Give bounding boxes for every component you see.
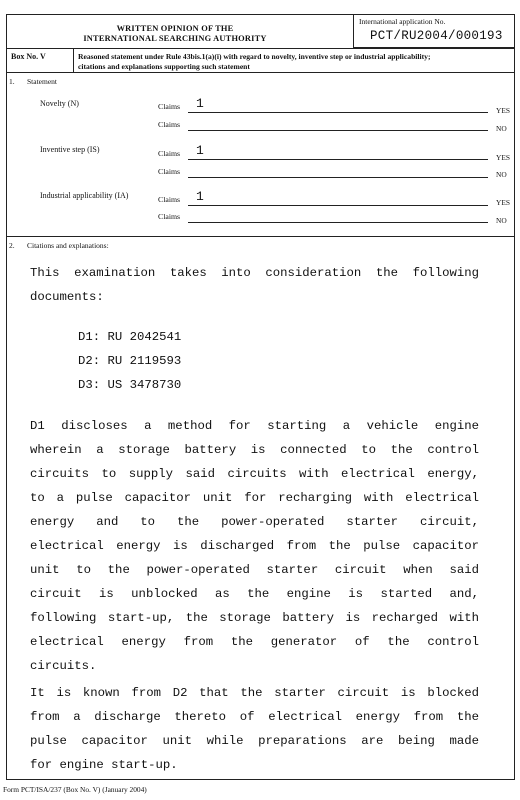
claims-label: Claims <box>158 102 181 111</box>
application-number-box <box>353 14 515 48</box>
claims-label: Claims <box>158 120 181 129</box>
claims-label: Claims <box>158 149 181 158</box>
document-item: D3: US 3478730 <box>78 378 182 392</box>
intro-paragraph <box>30 261 479 309</box>
section-title: Statement <box>27 77 57 86</box>
divider <box>6 72 515 73</box>
box-divider <box>73 48 74 72</box>
no-label: NO <box>496 124 507 133</box>
text-line: unit to the power-operated starter circuit when said <box>30 563 479 577</box>
text-line: circuit is unblocked as the engine is started and, <box>30 587 479 601</box>
text-line: to a pulse capacitor unit for recharging with electrical <box>30 491 479 505</box>
novelty-no-line <box>188 118 488 131</box>
section-title: Citations and explanations: <box>27 241 109 250</box>
divider <box>6 48 515 49</box>
text-line: documents: <box>30 290 104 304</box>
text-line: D1 discloses a method for starting a vehicle engine <box>30 419 479 433</box>
document-item: D1: RU 2042541 <box>78 330 182 344</box>
application-number: PCT/RU2004/000193 <box>370 29 503 43</box>
box-title <box>78 52 508 71</box>
application-label: International application No. <box>359 17 446 26</box>
box-number: Box No. V <box>11 52 46 61</box>
claims-label: Claims <box>158 195 181 204</box>
divider <box>6 236 515 237</box>
text-line: electrical energy from the generator of the control <box>30 635 479 649</box>
inventive-step-label: Inventive step (IS) <box>40 145 100 154</box>
section-number: 1. <box>9 77 15 86</box>
paragraph-d1 <box>30 414 479 678</box>
paragraph-d2 <box>30 681 479 777</box>
novelty-label: Novelty (N) <box>40 99 79 108</box>
form-title <box>60 24 290 44</box>
claims-label: Claims <box>158 212 181 221</box>
text-line: circuits. <box>30 659 97 673</box>
box-title-line-2: citations and explanations supporting such statement <box>78 61 250 71</box>
text-line: electrical energy is discharged from the pulse capacitor <box>30 539 479 553</box>
yes-label: YES <box>496 153 510 162</box>
inventive-yes-claims: 1 <box>196 143 204 158</box>
text-line: for engine start-up. <box>30 758 178 772</box>
novelty-yes-line <box>188 100 488 113</box>
novelty-yes-claims: 1 <box>196 96 204 111</box>
text-line: This examination takes into consideration the following <box>30 266 479 280</box>
section-number: 2. <box>9 241 15 250</box>
text-line: following start-up, the storage battery is recharged with <box>30 611 479 625</box>
claims-label: Claims <box>158 167 181 176</box>
text-line: It is known from D2 that the starter circuit is blocked <box>30 686 479 700</box>
yes-label: YES <box>496 106 510 115</box>
title-line-1: WRITTEN OPINION OF THE <box>116 24 234 33</box>
title-line-2: INTERNATIONAL SEARCHING AUTHORITY <box>83 34 267 43</box>
text-line: pulse capacitor unit while preparations are being made <box>30 734 479 748</box>
document-item: D2: RU 2119593 <box>78 354 182 368</box>
industrial-no-line <box>188 210 488 223</box>
industrial-yes-line <box>188 193 488 206</box>
inventive-no-line <box>188 165 488 178</box>
text-line: wherein a storage battery is connected to the control <box>30 443 479 457</box>
form-footer: Form PCT/ISA/237 (Box No. V) (January 2004) <box>3 785 147 794</box>
text-line: from a discharge thereto of electrical energy from the <box>30 710 479 724</box>
no-label: NO <box>496 170 507 179</box>
text-line: energy and to the power-operated starter circuit, <box>30 515 479 529</box>
box-title-line-1: Reasoned statement under Rule 43bis.1(a)(i) with regard to novelty, inventive step or industrial applicability; <box>78 52 431 61</box>
no-label: NO <box>496 216 507 225</box>
industrial-yes-claims: 1 <box>196 189 204 204</box>
text-line: circuits to supply said circuits with electrical energy, <box>30 467 479 481</box>
inventive-yes-line <box>188 147 488 160</box>
yes-label: YES <box>496 198 510 207</box>
industrial-applicability-label: Industrial applicability (IA) <box>40 191 129 200</box>
